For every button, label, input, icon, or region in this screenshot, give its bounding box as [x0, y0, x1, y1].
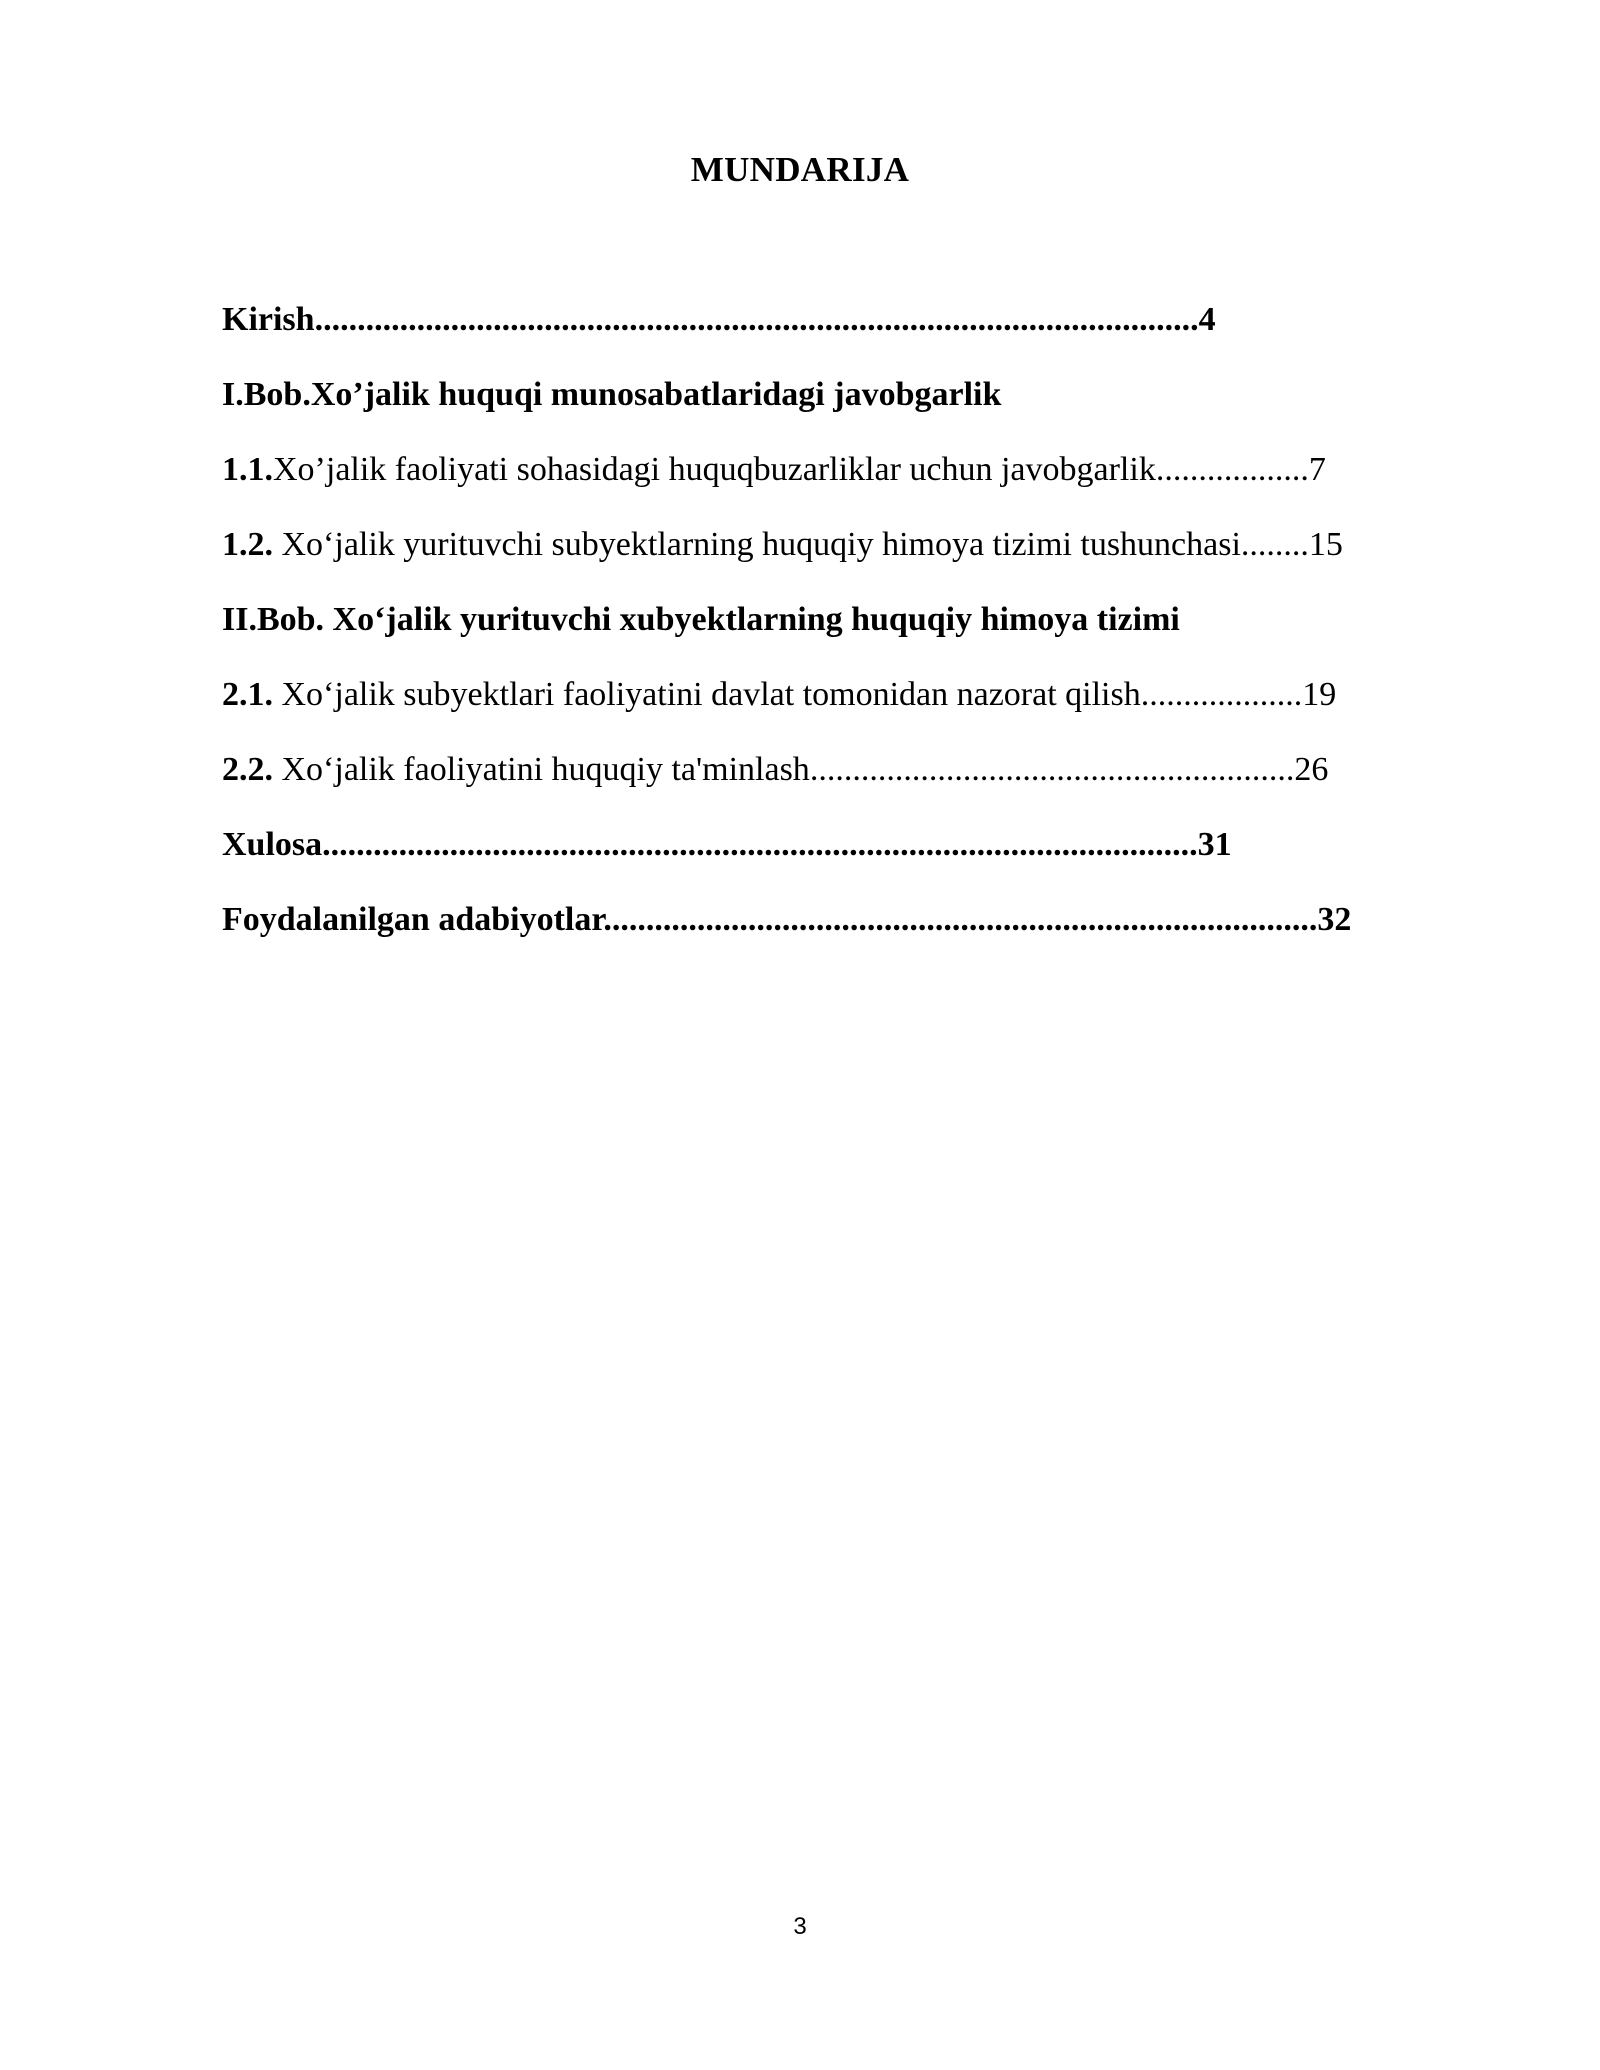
page-title: MUNDARIJA	[690, 150, 910, 189]
toc-item-dots: ..................	[1155, 451, 1309, 488]
toc-item-xulosa	[222, 823, 1422, 898]
toc-item-page: 31	[1197, 826, 1232, 863]
toc-item-dots: .......................................................................................................	[322, 826, 1198, 863]
toc-item-dots: ........................................................................................................	[314, 301, 1199, 338]
toc-item-text: Xo’jalik faoliyati sohasidagi huquqbuzarliklar uchun javobgarlik	[273, 451, 1156, 488]
toc-item-text: Xulosa	[222, 826, 323, 863]
toc-chapter-2	[222, 598, 1422, 673]
toc-item-dots: .........................................................	[809, 751, 1295, 788]
page-number: 3	[793, 1913, 807, 1940]
toc-item-text: Kirish	[222, 301, 315, 338]
toc-item-1-2	[222, 523, 1422, 598]
toc-item-number: 2.1.	[222, 676, 273, 713]
table-of-contents	[222, 298, 1422, 973]
toc-item-2-1	[222, 673, 1422, 748]
toc-item-number: 1.1.	[222, 451, 273, 488]
toc-item-text: Foydalanilgan adabiyotlar	[222, 901, 604, 938]
toc-item-dots: ........	[1240, 526, 1309, 563]
toc-item-text: I.Bob.Xo’jalik huquqi munosabatlaridagi javobgarlik	[222, 376, 1002, 413]
toc-item-page: 19	[1302, 676, 1337, 713]
toc-item-page: 4	[1198, 301, 1216, 338]
toc-item-page: 7	[1308, 451, 1326, 488]
toc-item-dots: ....................................................................................	[603, 901, 1318, 938]
toc-item-dots: ...................	[1140, 676, 1303, 713]
toc-item-text: II.Bob. Xo‘jalik yurituvchi xubyektlarning huquqiy himoya tizimi	[222, 601, 1180, 638]
toc-item-2-2	[222, 748, 1422, 823]
toc-item-text: Xo‘jalik yurituvchi subyektlarning huquqiy himoya tizimi tushunchasi	[273, 526, 1241, 563]
toc-item-page: 26	[1294, 751, 1329, 788]
toc-item-number: 2.2.	[222, 751, 273, 788]
toc-item-number: 1.2.	[222, 526, 273, 563]
toc-item-page: 32	[1317, 901, 1352, 938]
toc-item-text: Xo‘jalik faoliyatini huquqiy ta'minlash	[273, 751, 810, 788]
toc-item-1-1	[222, 448, 1422, 523]
toc-item-adabiyotlar	[222, 898, 1422, 973]
toc-chapter-1	[222, 373, 1422, 448]
toc-item-page: 15	[1308, 526, 1343, 563]
toc-item-kirish	[222, 298, 1422, 373]
toc-item-text: Xo‘jalik subyektlari faoliyatini davlat tomonidan nazorat qilish	[273, 676, 1141, 713]
